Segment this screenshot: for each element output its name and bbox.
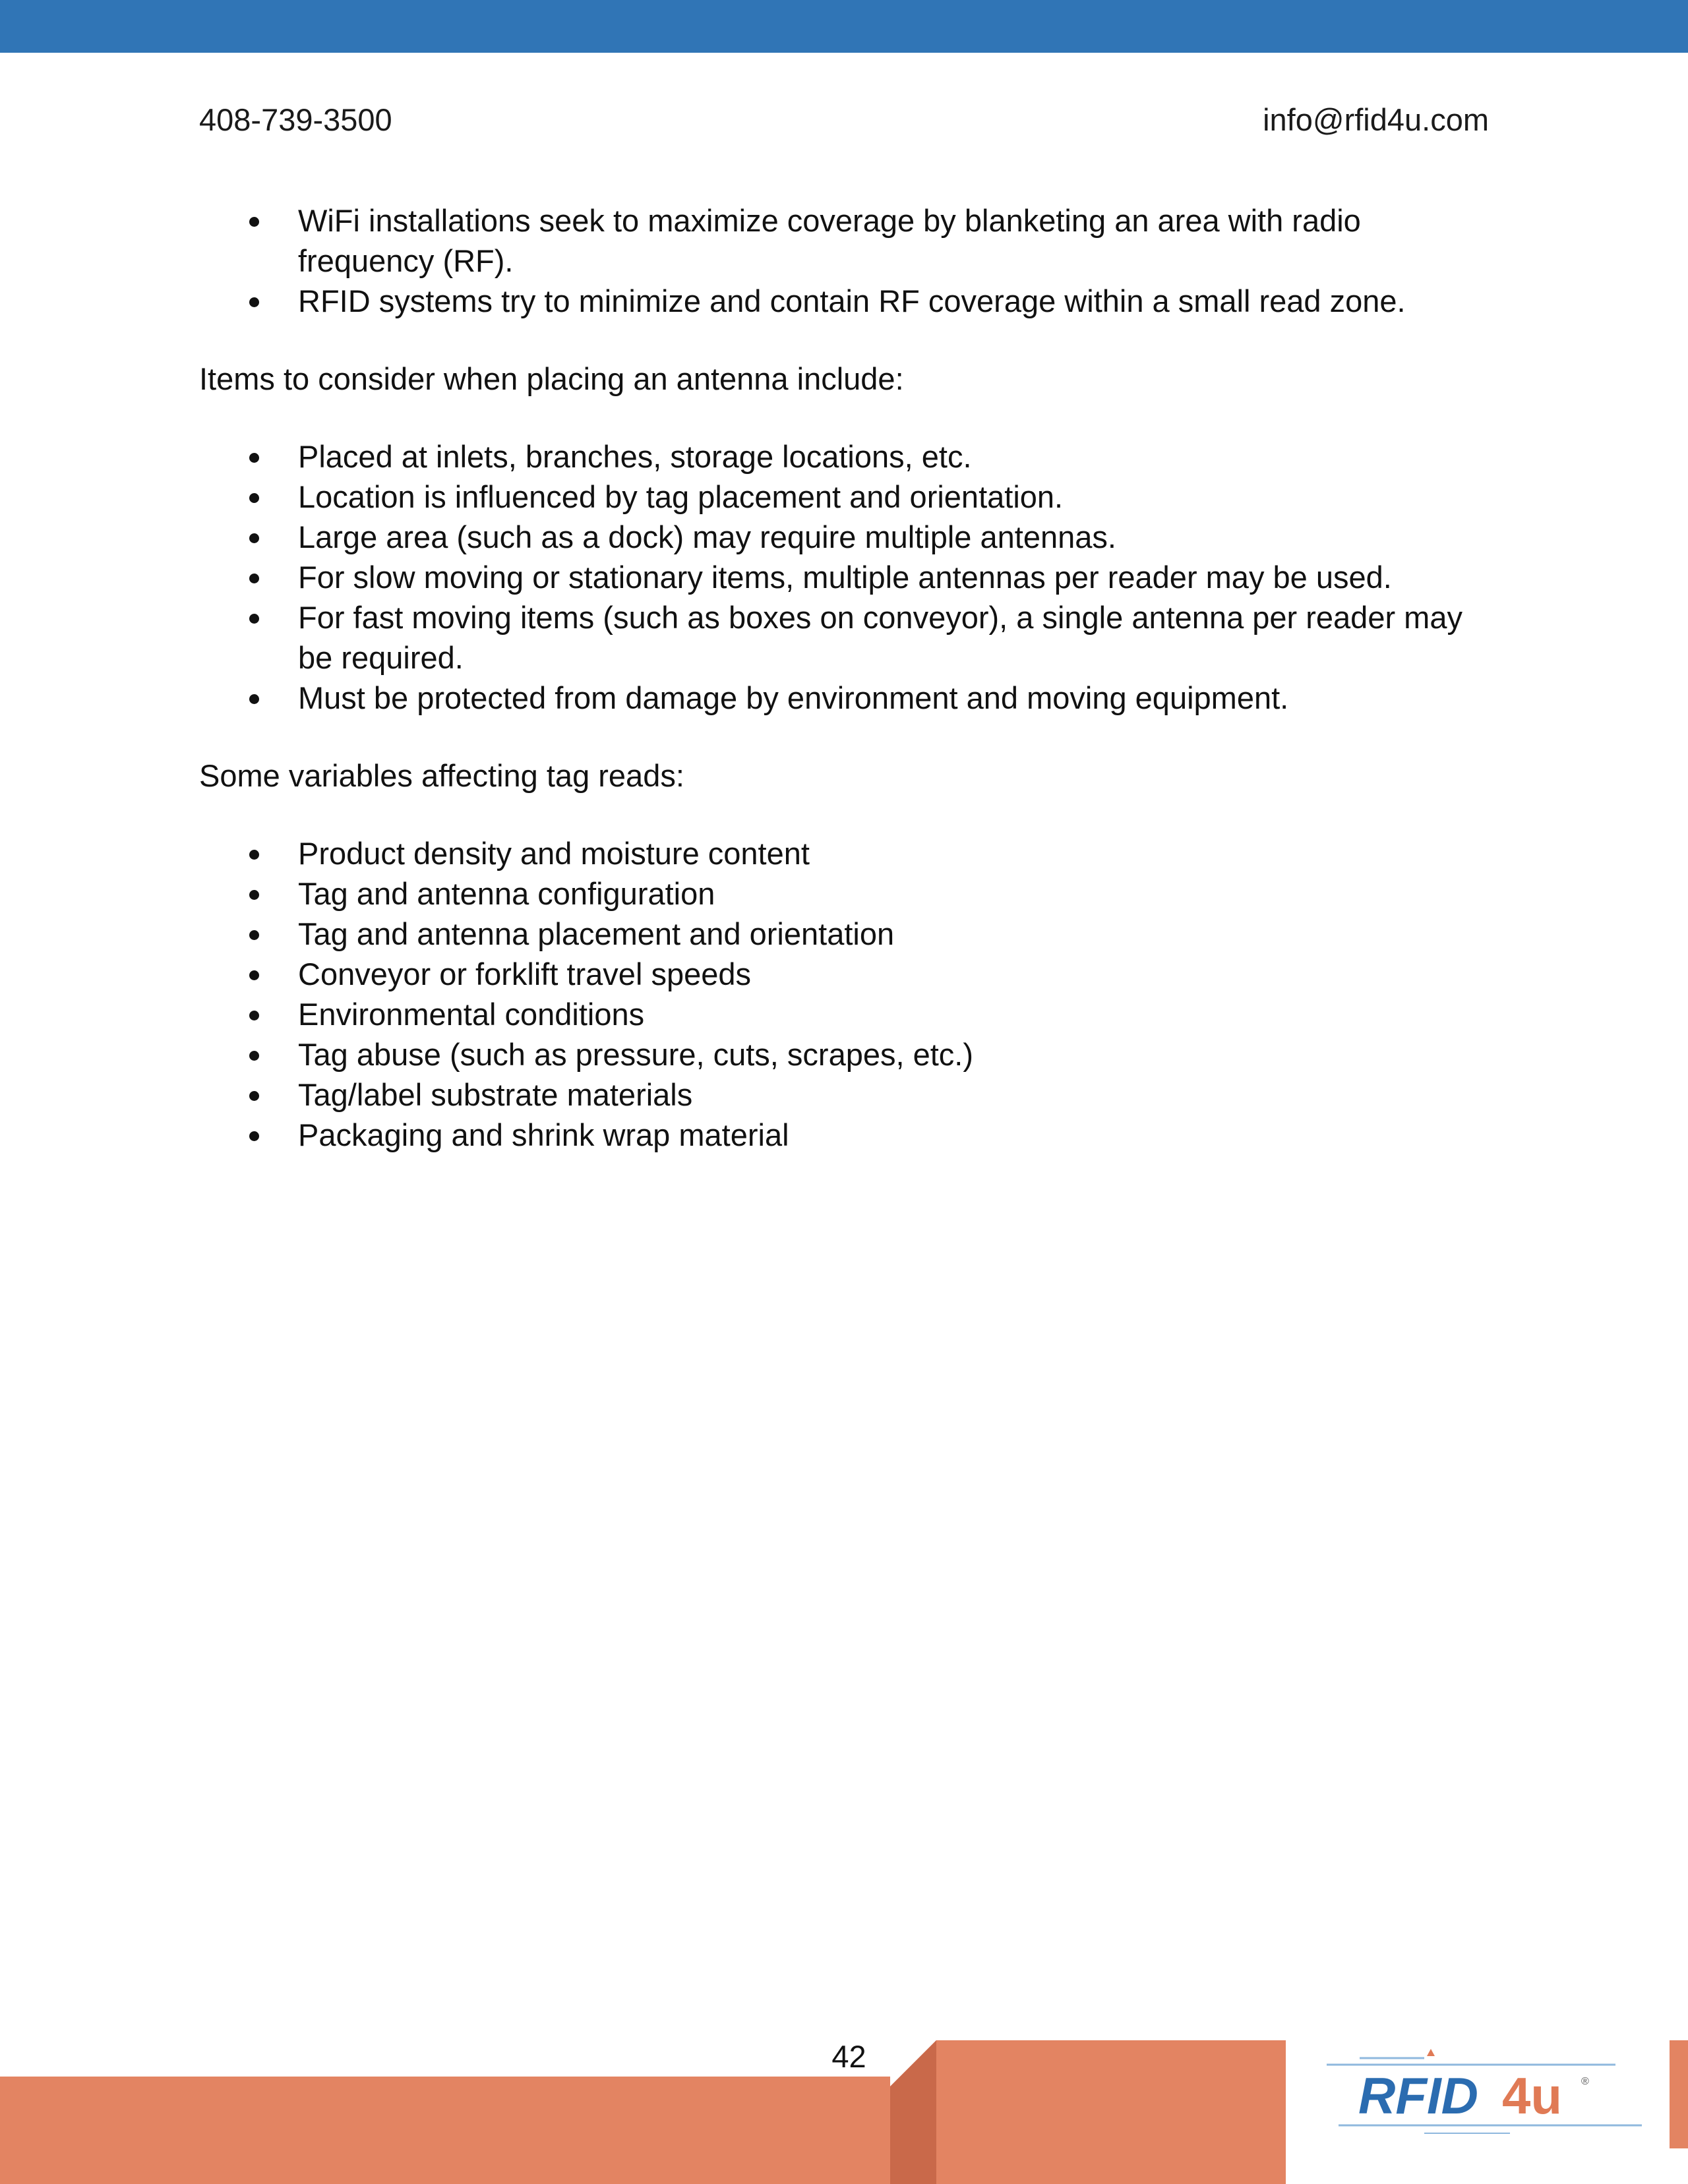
list-item-text: Conveyor or forklift travel speeds <box>298 957 752 991</box>
logo-triangle-icon <box>1427 2049 1435 2056</box>
bullet-icon <box>249 850 259 860</box>
list-item <box>199 517 1492 557</box>
bullet-icon <box>249 453 259 463</box>
page-content <box>199 200 1492 1155</box>
bullet-icon <box>249 1131 259 1141</box>
list-item <box>199 994 1492 1034</box>
list-item-text: RFID systems try to minimize and contain RF coverage within a small read zone. <box>298 283 1406 318</box>
bullet-icon <box>249 1051 259 1061</box>
list-item-text: WiFi installations seek to maximize coverage by blanketing an area with radio frequency (RF). <box>298 203 1361 278</box>
bullet-icon <box>249 1011 259 1020</box>
list-item <box>199 833 1492 873</box>
list-antenna-placement <box>199 436 1492 718</box>
list-item-text: For slow moving or stationary items, multiple antennas per reader may be used. <box>298 560 1392 595</box>
bullet-icon <box>249 970 259 980</box>
logo-registered-mark: ® <box>1581 2076 1589 2087</box>
bullet-icon <box>249 694 259 704</box>
logo-text-4u: 4u <box>1502 2067 1563 2125</box>
list-item-text: Packaging and shrink wrap material <box>298 1117 789 1152</box>
list-wifi-vs-rfid <box>199 200 1492 321</box>
bullet-icon <box>249 1091 259 1101</box>
list-item <box>199 1075 1492 1115</box>
paragraph-antenna-intro: Items to consider when placing an antenna include: <box>199 361 904 396</box>
list-tag-variables <box>199 833 1492 1155</box>
list-item <box>199 477 1492 517</box>
paragraph-tag-variables-intro: Some variables affecting tag reads: <box>199 758 684 793</box>
list-item <box>199 678 1492 718</box>
list-item-text: Must be protected from damage by environment and moving equipment. <box>298 680 1289 715</box>
list-item-text: Location is influenced by tag placement and orientation. <box>298 479 1064 514</box>
list-item-text: Large area (such as a dock) may require multiple antennas. <box>298 519 1116 554</box>
bullet-icon <box>249 533 259 543</box>
header-phone: 408-739-3500 <box>199 102 392 137</box>
logo-graphic <box>1312 2044 1642 2142</box>
bullet-icon <box>249 217 259 227</box>
page-number: 42 <box>831 2039 866 2074</box>
list-item <box>199 954 1492 994</box>
list-item <box>199 200 1492 281</box>
bullet-icon <box>249 930 259 940</box>
list-item-text: Tag and antenna placement and orientation <box>298 916 895 951</box>
list-item <box>199 597 1492 678</box>
header-bar <box>0 0 1688 53</box>
list-item-text: Tag/label substrate materials <box>298 1077 693 1112</box>
list-item <box>199 1034 1492 1075</box>
list-item <box>199 1115 1492 1155</box>
list-item-text: Placed at inlets, branches, storage locations, etc. <box>298 439 972 474</box>
list-item <box>199 873 1492 914</box>
list-item-text: For fast moving items (such as boxes on conveyor), a single antenna per reader may be required. <box>298 600 1462 675</box>
list-item <box>199 914 1492 954</box>
list-item-text: Environmental conditions <box>298 997 645 1032</box>
bullet-icon <box>249 614 259 624</box>
bullet-icon <box>249 493 259 503</box>
bullet-icon <box>249 574 259 583</box>
list-item <box>199 436 1492 477</box>
list-item <box>199 281 1492 321</box>
footer-bar <box>0 2077 890 2184</box>
logo-text-rfid: RFID <box>1358 2067 1478 2125</box>
footer-edge-strip <box>1670 2040 1688 2148</box>
list-item-text: Tag abuse (such as pressure, cuts, scrapes, etc.) <box>298 1037 974 1072</box>
list-item-text: Tag and antenna configuration <box>298 876 715 911</box>
bullet-icon <box>249 890 259 900</box>
list-item-text: Product density and moisture content <box>298 836 810 871</box>
bullet-icon <box>249 297 259 307</box>
rfid4u-logo <box>1312 2044 1642 2142</box>
footer-tab <box>890 2040 1286 2184</box>
list-item <box>199 557 1492 597</box>
header-email: info@rfid4u.com <box>1263 102 1489 137</box>
